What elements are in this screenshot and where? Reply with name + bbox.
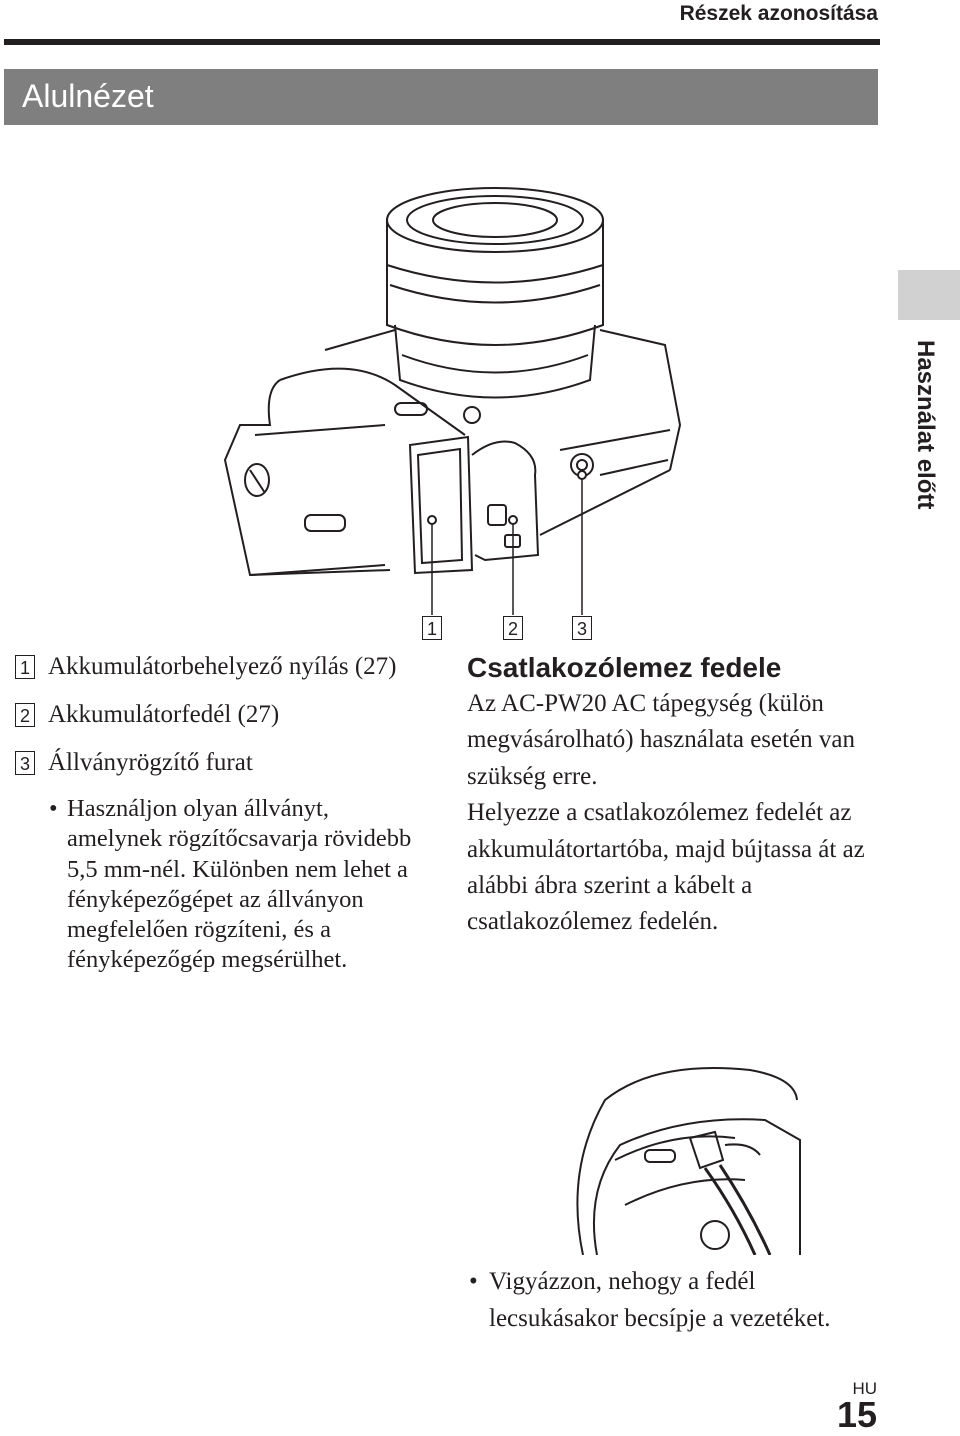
header-rule: [4, 39, 880, 45]
legend-text: Állványrögzítő furat: [48, 749, 253, 776]
connector-section: [467, 650, 887, 941]
side-tab-label: Használat előtt: [912, 340, 939, 510]
side-tab: [898, 270, 960, 320]
cable-note-text: • Vigyázzon, nehogy a fedél lecsukásakor becsípje a vezetéket.: [467, 1263, 887, 1337]
legend-item: [15, 650, 425, 683]
legend-text: Akkumulátorfedél (27): [48, 701, 280, 728]
legend-number: 3: [15, 751, 35, 775]
connector-para-2: Helyezze a csatlakozólemez fedelét az akkumulátortartóba, majd bújtassa át az alábbi ábra szerint a kábelt a csatlakozólemez fedelén.: [467, 799, 865, 936]
page-language: HU: [852, 1379, 877, 1398]
cable-note: [467, 1263, 887, 1337]
connector-para-1: Az AC-PW20 AC tápegység (külön megvásárolható) használata esetén van szükség erre.: [467, 690, 856, 790]
connector-cable-illustration: [565, 1060, 815, 1255]
callout-3: 3: [572, 616, 592, 640]
section-title: Alulnézet: [22, 78, 154, 114]
parts-legend: [15, 650, 425, 976]
legend-text: Akkumulátorbehelyező nyílás (27): [48, 653, 397, 680]
cable-note-list: [467, 1263, 887, 1337]
tripod-note: • Használjon olyan állványt, amelynek rögzítőcsavarja rövidebb 5,5 mm-nél. Különben nem lehet a fényképezőgépet az állványon megfelelően rögzíteni, és a fényképezőgép megsérülhet.: [15, 794, 425, 976]
running-header: Részek azonosítása: [679, 2, 878, 25]
callout-1: 1: [422, 616, 442, 640]
section-bar: [4, 69, 878, 125]
legend-number: 1: [15, 655, 35, 679]
legend-item: [15, 698, 425, 731]
legend-number: 2: [15, 703, 35, 727]
callout-2: 2: [503, 616, 523, 640]
legend-item: [15, 746, 425, 779]
camera-bottom-illustration: [210, 175, 710, 645]
tripod-note-list: [15, 794, 425, 976]
connector-title: Csatlakozólemez fedele: [467, 652, 782, 683]
page-number: 15: [836, 1394, 877, 1435]
